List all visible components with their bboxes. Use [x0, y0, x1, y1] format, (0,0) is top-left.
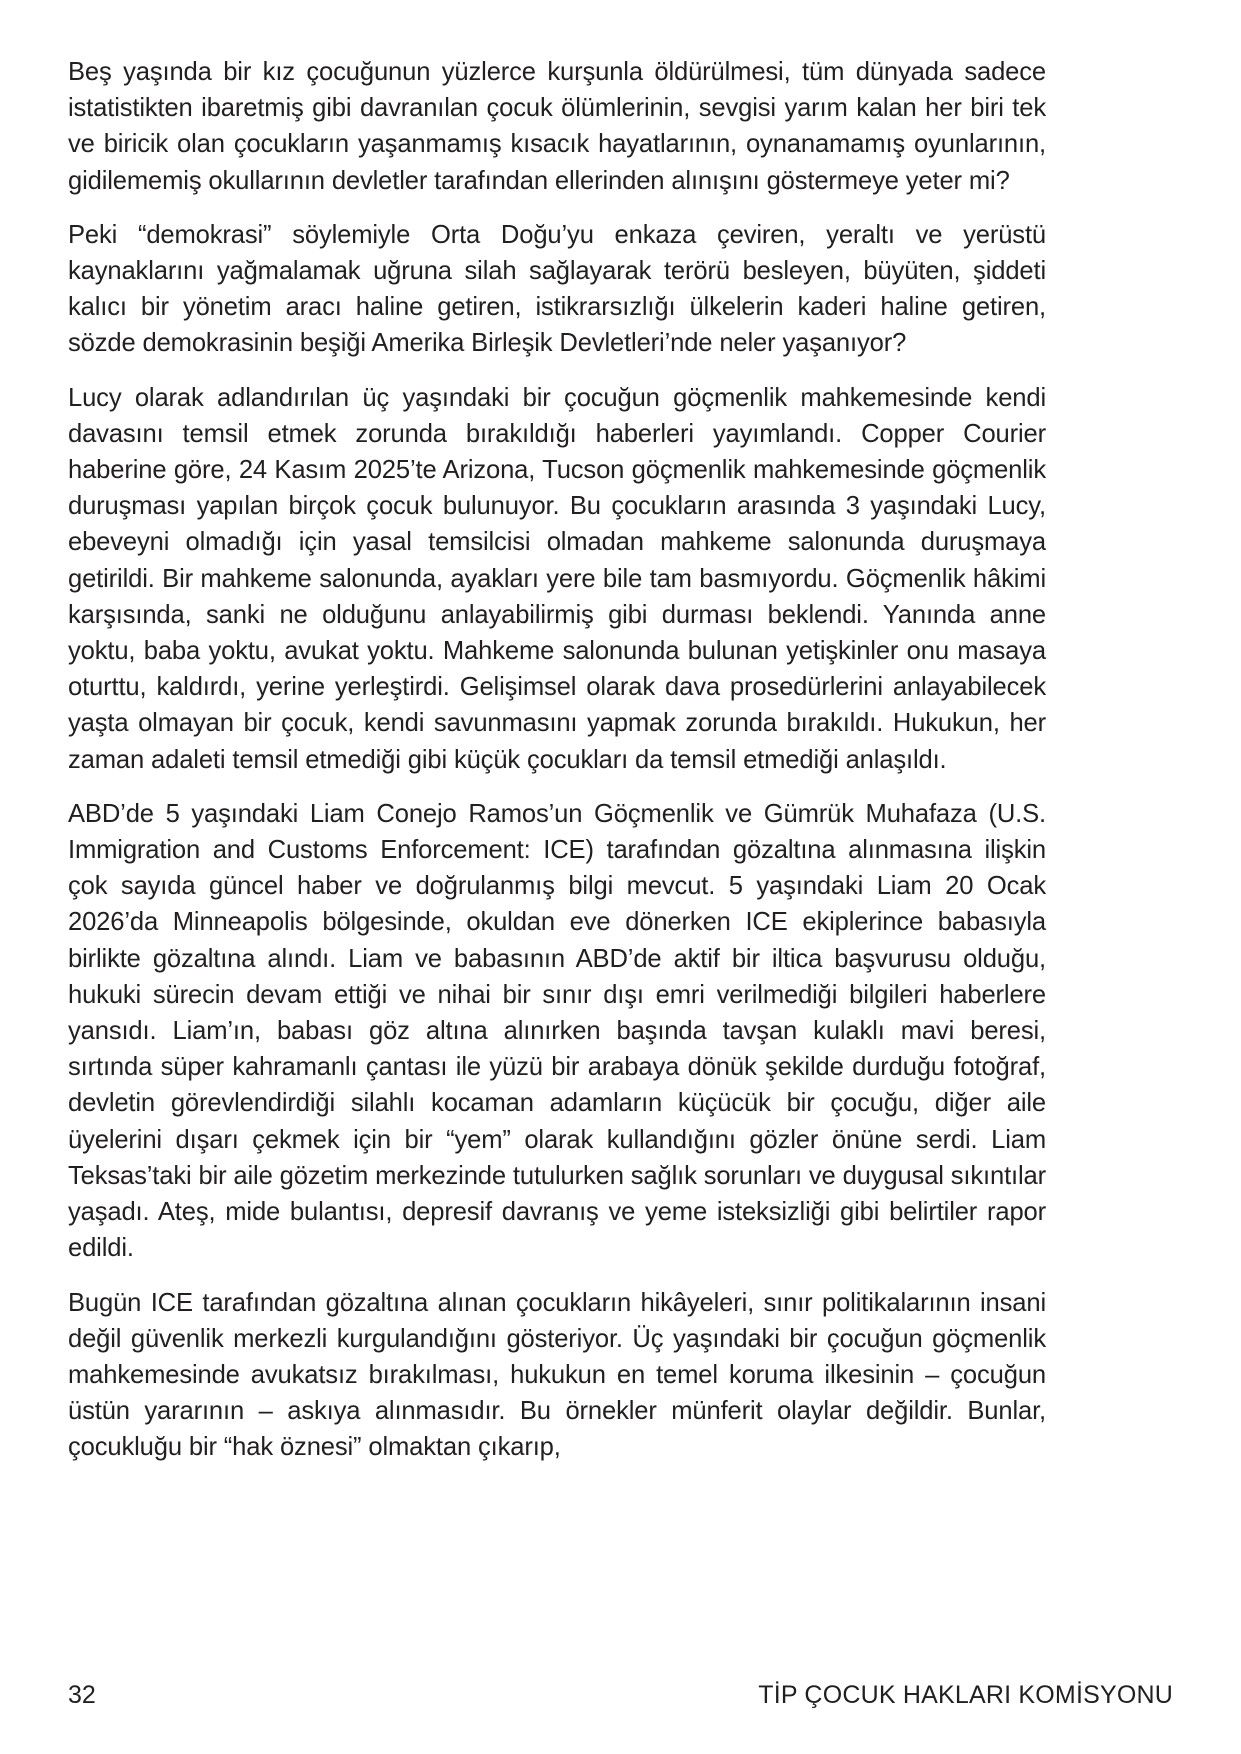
body-paragraph-3: Lucy olarak adlandırılan üç yaşındaki bir çocuğun göçmenlik mahkemesinde kendi davasını temsil etmek zorunda bırakıldığı haberleri yayımlandı. Copper Courier haberine göre, 24 Kasım 2025’te Arizona, Tucson göçmenlik mahkemesinde göçmenlik duruşması yapılan birçok çocuk bulunuyor. Bu çocukların arasında 3 yaşındaki Lucy, ebeveyni olmadığı için yasal temsilcisi olmadan mahkeme salonunda duruşmaya getirildi. Bir mahkeme salonunda, ayakları yere bile tam basmıyordu. Göçmenlik hâkimi karşısında, sanki ne olduğunu anlayabilirmiş gibi durması beklendi. Yanında anne yoktu, baba yoktu, avukat yoktu. Mahkeme salonunda bulunan yetişkinler onu masaya oturttu, kaldırdı, yerine yerleştirdi. Gelişimsel olarak dava prosedürlerini anlayabilecek yaşta olmayan bir çocuk, kendi savunmasını yapmak zorunda bırakıldı. Hukukun, her zaman adaleti temsil etmediği gibi küçük çocukları da temsil etmediği anlaşıldı.: [68, 383, 1046, 774]
page-number: 32: [68, 1681, 96, 1709]
footer-organization-name: TİP ÇOCUK HAKLARI KOMİSYONU: [758, 1681, 1173, 1709]
page-footer: [68, 1670, 1173, 1710]
page-body: [68, 54, 1046, 1466]
body-paragraph-1: Beş yaşında bir kız çocuğunun yüzlerce kurşunla öldürülmesi, tüm dünyada sadece istatistikten ibaretmiş gibi davranılan çocuk ölümlerinin, sevgisi yarım kalan her biri tek ve biricik olan çocukların yaşanmamış kısacık hayatlarının, oynanamamış oyunlarının, gidilememiş okullarının devletler tarafından ellerinden alınışını göstermeye yeter mi?: [68, 58, 1046, 195]
body-paragraph-5: Bugün ICE tarafından gözaltına alınan çocukların hikâyeleri, sınır politikalarının insani değil güvenlik merkezli kurgulandığını gösteriyor. Üç yaşındaki bir çocuğun göçmenlik mahkemesinde avukatsız bırakılması, hukukun en temel koruma ilkesinin – çocuğun üstün yararının – askıya alınmasıdır. Bu örnekler münferit olaylar değildir. Bunlar, çocukluğu bir “hak öznesi” olmaktan çıkarıp,: [68, 1288, 1046, 1462]
body-paragraph-4: ABD’de 5 yaşındaki Liam Conejo Ramos’un Göçmenlik ve Gümrük Muhafaza (U.S. Immigration and Customs Enforcement: ICE) tarafından gözaltına alınmasına ilişkin çok sayıda güncel haber ve doğrulanmış bilgi mevcut. 5 yaşındaki Liam 20 Ocak 2026’da Minneapolis bölgesinde, okuldan eve dönerken ICE ekiplerince babasıyla birlikte gözaltına alındı. Liam ve babasının ABD’de aktif bir iltica başvurusu olduğu, hukuki sürecin devam ettiği ve nihai bir sınır dışı emri verilmediği bilgileri haberlere yansıdı. Liam’ın, babası göz altına alınırken başında tavşan kulaklı mavi beresi, sırtında süper kahramanlı çantası ile yüzü bir arabaya dönük şekilde durduğu fotoğraf, devletin görevlendirdiği silahlı kocaman adamların küçücük bir çocuğu, diğer aile üyelerini dışarı çekmek için bir “yem” olarak kullandığını gözler önüne serdi. Liam Teksas’taki bir aile gözetim merkezinde tutulurken sağlık sorunları ve duygusal sıkıntılar yaşadı. Ateş, mide bulantısı, depresif davranış ve yeme isteksizliği gibi belirtiler rapor edildi.: [68, 799, 1046, 1263]
body-paragraph-2: Peki “demokrasi” söylemiyle Orta Doğu’yu enkaza çeviren, yeraltı ve yerüstü kaynaklarını yağmalamak uğruna silah sağlayarak terörü besleyen, büyüten, şiddeti kalıcı bir yönetim aracı haline getiren, istikrarsızlığı ülkelerin kaderi haline getiren, sözde demokrasinin beşiği Amerika Birleşik Devletleri’nde neler yaşanıyor?: [68, 220, 1046, 358]
